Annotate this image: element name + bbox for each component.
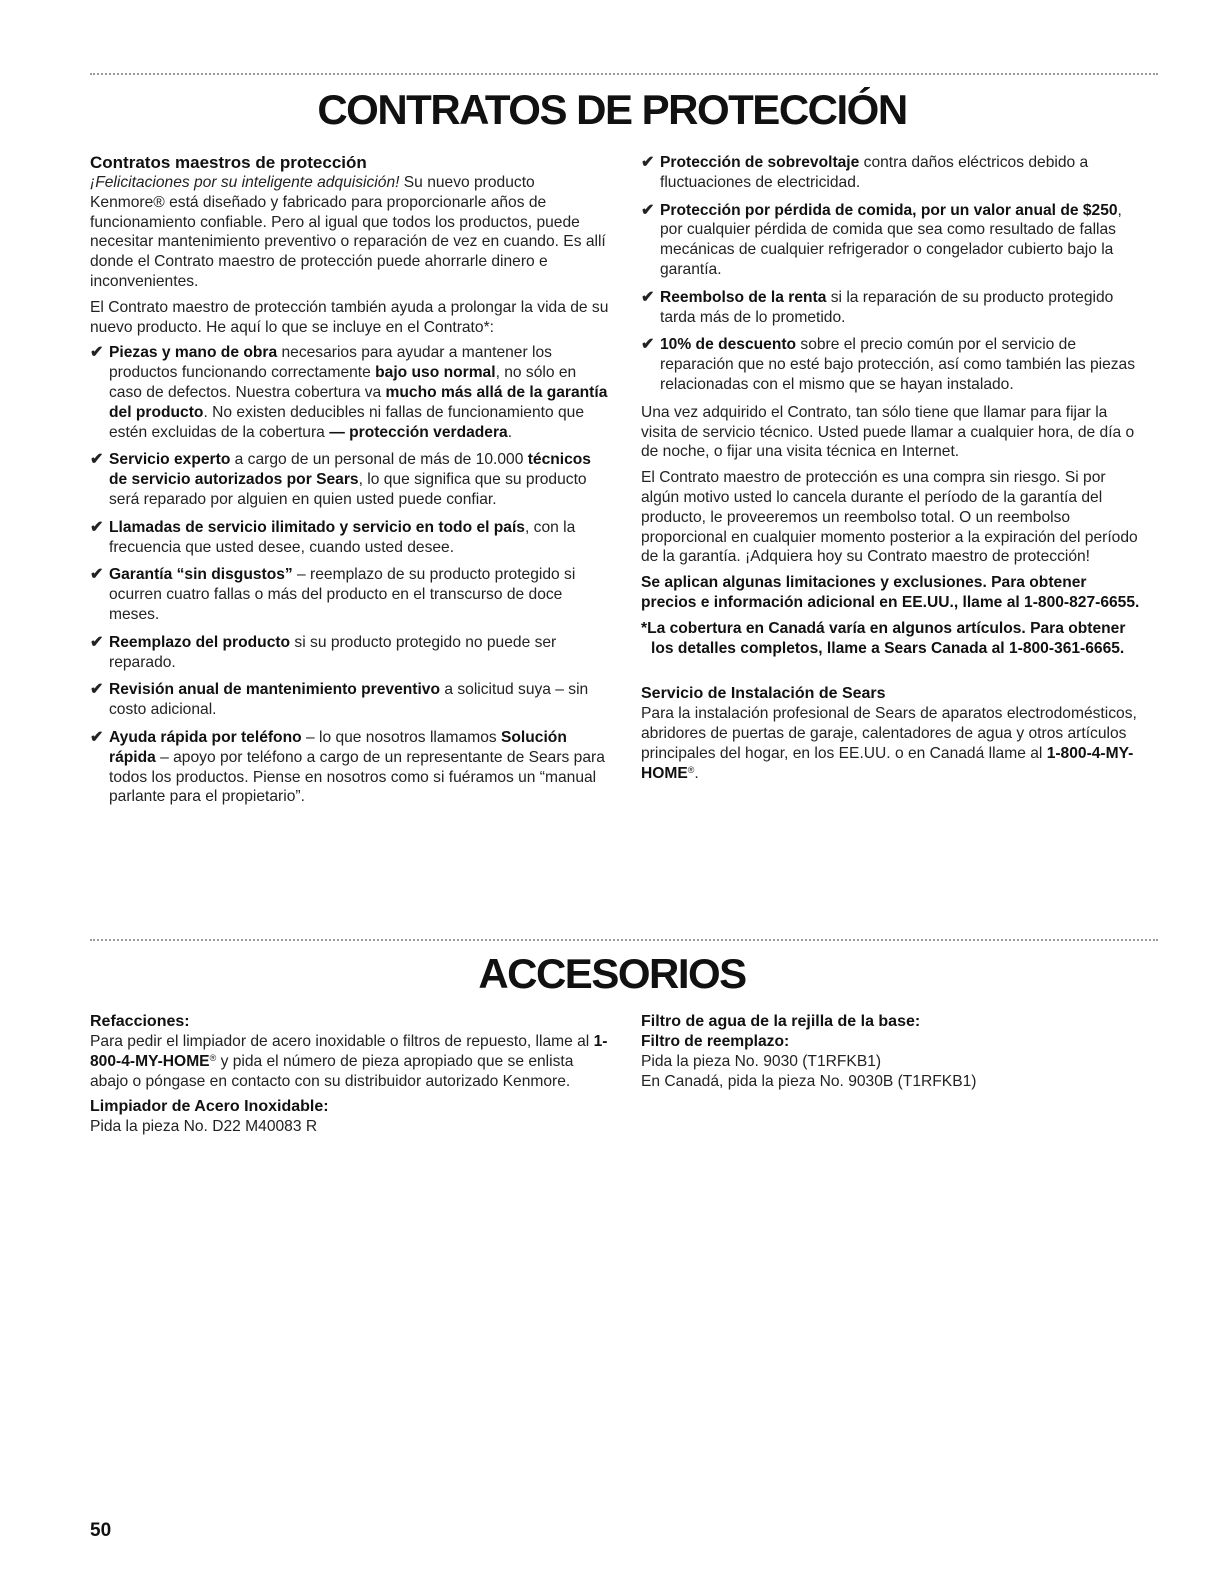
benefit-text: si su producto protegido no puede ser reparado. [109,633,557,671]
benefit-item [90,518,610,558]
benefit-text: , con la frecuencia que usted desee, cuando usted desee. [109,518,576,556]
benefit-bold: Garantía “sin disgustos” [109,566,293,584]
install-text [641,704,1141,783]
benefit-text: . No existen deducibles ni fallas de funcionamiento que estén excluidas de la cobertura [109,403,584,441]
benefit-text: , no sólo en caso de defectos. Nuestra cobertura va [109,364,577,401]
benefit-bold: Revisión anual de mantenimiento preventivo [109,681,441,699]
contracts-para2: El Contrato maestro de protección también ayuda a prolongar la vida de su nuevo producto. He aquí lo que se incluye en el Contrato*: [90,298,609,336]
benefit-bold: técnicos de servicio autorizados por Sears [109,451,591,489]
install-phone: 1-800-4-MY-HOME [641,744,1134,782]
install-body: Para la instalación profesional de Sears de aparatos electrodomésticos, abridores de puertas de garaje, calentadores de agua y otros artículos principales del hogar, en los EE.UU. o en Canadá llame al [641,705,1137,762]
parts-heading: Refacciones: [90,1013,190,1030]
check-icon: ✔ [90,518,104,536]
benefit-bold: mucho más allá de la garantía del producto [109,383,608,421]
benefit-text: si la reparación de su producto protegido tarda más de lo prometido. [660,288,1114,326]
benefit-item [90,680,610,720]
note-canada: *La cobertura en Canadá varía en algunos artículos. Para obtener los detalles completos, llame a Sears Canada al 1-800-361-6665. [641,619,1126,657]
benefit-text: – lo que nosotros llamamos [301,728,501,746]
benefit-text: – reemplazo de su producto protegido si ocurren cuatro fallas o más del producto en el transcurso de doce meses. [109,566,576,623]
benefit-bold: Ayuda rápida por teléfono [109,728,302,746]
contracts-para3: Una vez adquirido el Contrato, tan sólo tiene que llamar para fijar la visita de servicio técnico. Usted puede llamar a cualquier hora, de día o de noche, o fijar una visita técnica en Internet. [641,403,1135,461]
benefit-bold: Protección por pérdida de comida, por un valor anual de $250 [660,201,1118,219]
parts-text [90,1032,610,1091]
benefit-bold: bajo uso normal [375,364,496,382]
contracts-left-column [90,153,610,815]
note-us: Se aplican algunas limitaciones y exclusiones. Para obtener precios e información adicional en EE.UU., llame al 1-800-827-6655. [641,574,1140,611]
benefit-item [641,153,1141,193]
install-end: . [694,764,699,782]
intro-italic: ¡Felicitaciones por su inteligente adquisición! [90,174,400,191]
check-icon: ✔ [90,681,104,699]
benefit-bold: Protección de sobrevoltaje [660,154,860,171]
benefit-text: , por cualquier pérdida de comida que sea como resultado de fallas mecánicas de cualquier refrigerador o congelador cubierto bajo la garantía. [660,201,1122,278]
filter-subheading: Filtro de reemplazo: [641,1033,790,1050]
check-icon: ✔ [641,288,655,306]
benefit-text: – apoyo por teléfono a cargo de un representante de Sears para todos los productos. Piense en nosotros como si fuéramos un “manual parlante para el propietario”. [109,748,605,806]
benefit-item [641,288,1141,328]
check-icon: ✔ [641,336,655,354]
parts-phone: 1-800-4-MY-HOME [90,1033,608,1070]
intro-text: Su nuevo producto Kenmore® está diseñado y fabricado para proporcionarle años de funcionamiento confiable. Pero al igual que todos los productos, puede necesitar mantenimiento preventivo o reparación de vez en cuando. Es allí donde el Contrato maestro de protección puede ahorrarle dinero e inconvenientes. [90,174,606,290]
benefit-item [90,565,610,624]
contracts-right-column [641,153,1141,790]
benefit-bold: Reemplazo del producto [109,633,291,651]
benefit-text: necesarios para ayudar a mantener los productos funcionando correctamente [109,344,552,382]
middle-divider [90,939,1158,941]
benefit-text: , lo que significa que su producto será reparado por alguien en quien usted puede confiar. [109,471,587,508]
page-title-accessories: ACCESORIOS [478,950,746,997]
benefit-item [90,343,610,442]
registered-mark: ® [687,764,695,775]
benefit-bold: Llamadas de servicio ilimitado y servicio en todo el país [109,518,525,536]
registered-mark: ® [209,1052,217,1063]
check-icon: ✔ [641,154,655,171]
benefit-bold: 10% de descuento [660,336,797,354]
filter-line-2: En Canadá, pida la pieza No. 9030B (T1RFKB1) [641,1072,977,1090]
page-title-contracts: CONTRATOS DE PROTECCIÓN [317,86,907,133]
contracts-heading: Contratos maestros de protección [90,153,367,172]
benefit-text: a cargo de un personal de más de 10.000 [230,451,528,469]
check-icon: ✔ [90,728,104,746]
benefit-item [90,633,610,673]
benefit-text: sobre el precio común por el servicio de reparación que no esté bajo protección, así como también las piezas relacionadas con el mismo que se hayan instalado. [660,336,1136,393]
cleaner-text: Pida la pieza No. D22 M40083 R [90,1118,318,1136]
parts-body: Para pedir el limpiador de acero inoxidable o filtros de repuesto, llame al [90,1033,594,1050]
benefit-bold: — protección verdadera [329,423,508,441]
benefit-text: . [507,423,513,441]
filter-heading: Filtro de agua de la rejilla de la base: [641,1013,921,1030]
contracts-intro [90,173,610,292]
filter-line-1: Pida la pieza No. 9030 (T1RFKB1) [641,1052,882,1070]
check-icon: ✔ [90,633,104,651]
benefit-bold: Servicio experto [109,451,231,469]
benefit-bold: Solución rápida [109,728,567,766]
cleaner-heading: Limpiador de Acero Inoxidable: [90,1098,329,1116]
benefit-text: contra daños eléctricos debido a fluctuaciones de electricidad. [660,154,1089,191]
parts-body-end: y pida el número de pieza apropiado que se enlista abajo o póngase en contacto con su distribuidor autorizado Kenmore. [90,1052,574,1090]
check-icon: ✔ [90,344,104,362]
top-divider [90,73,1158,75]
benefit-item [641,335,1141,394]
accessories-left-column [90,1012,610,1143]
check-icon: ✔ [641,201,655,219]
benefit-item [90,728,610,807]
install-heading: Servicio de Instalación de Sears [641,685,886,703]
accessories-right-column [641,1012,1141,1091]
benefit-bold: Reembolso de la renta [660,288,827,306]
check-icon: ✔ [90,566,104,584]
page-number: 50 [90,1520,112,1541]
benefit-text: a solicitud suya – sin costo adicional. [109,681,589,719]
benefit-item [90,450,610,509]
contracts-para4: El Contrato maestro de protección es una compra sin riesgo. Si por algún motivo usted lo cancela durante el período de la garantía del producto, le proveeremos un reembolso total. O un reembolso proporcional en cualquier momento posterior a la expiración del período de la garantía. ¡Adquiera hoy su Contrato maestro de protección! [641,469,1138,566]
benefit-bold: Piezas y mano de obra [109,344,278,362]
benefit-item [641,201,1141,280]
check-icon: ✔ [90,451,104,469]
